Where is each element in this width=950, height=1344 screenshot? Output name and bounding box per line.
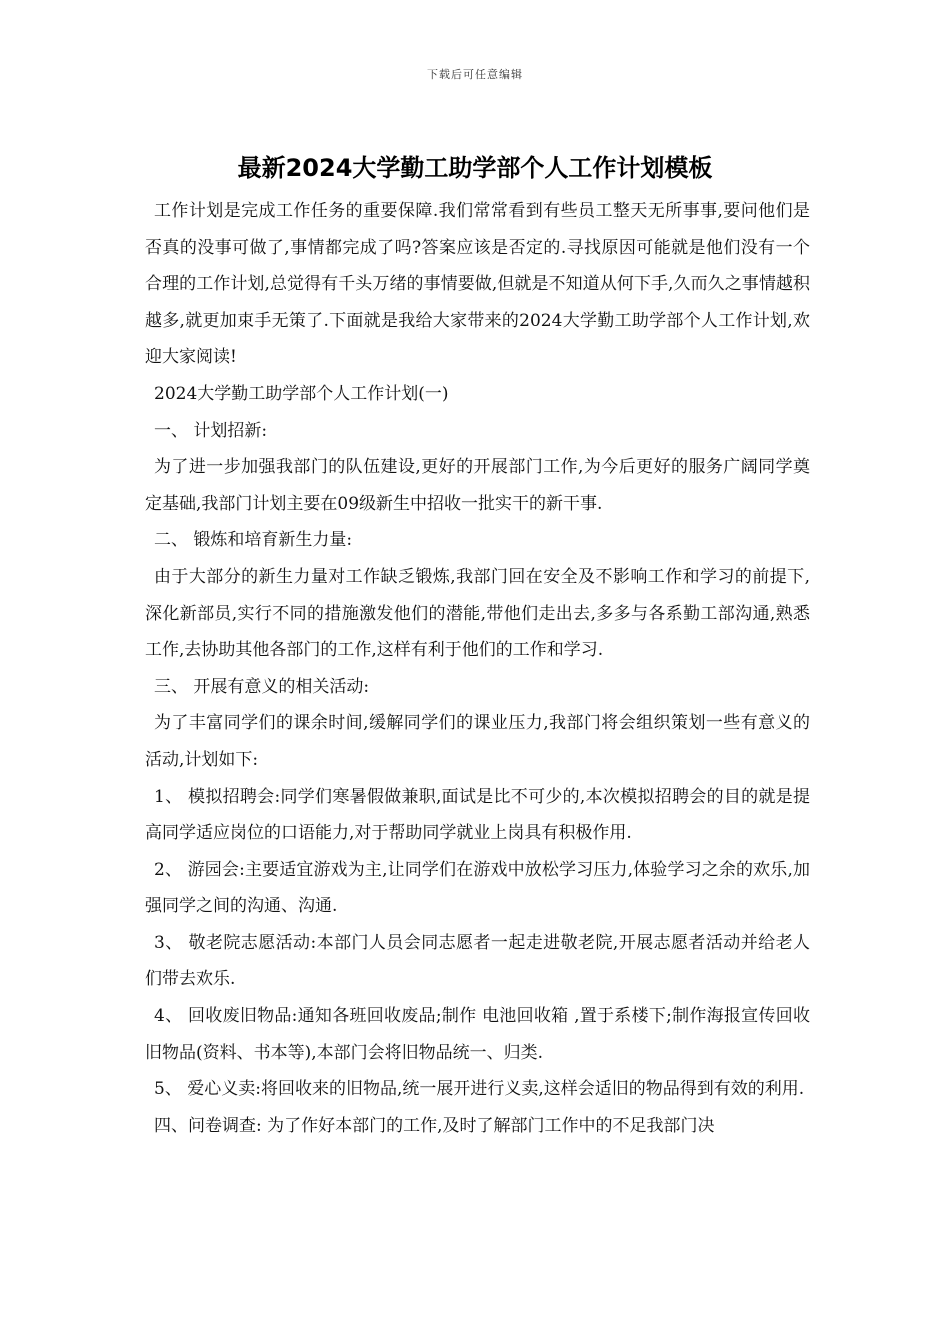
list-item-job-fair: 1、 模拟招聘会:同学们寒暑假做兼职,面试是比不可少的,本次模拟招聘会的目的就是提高同学适应岗位的口语能力,对于帮助同学就业上岗具有积极作用.	[145, 786, 810, 844]
section-heading-survey: 四、问卷调查: 为了作好本部门的工作,及时了解部门工作中的不足我部门决	[154, 1115, 715, 1136]
list-item-nursing-home: 3、 敬老院志愿活动:本部门人员会同志愿者一起走进敬老院,开展志愿者活动并给老人们带去欢乐.	[145, 932, 810, 990]
list-item-charity-sale: 5、 爱心义卖:将回收来的旧物品,统一展开进行义卖,这样会适旧的物品得到有效的利用.	[154, 1079, 805, 1100]
section-heading-recruitment: 一、 计划招新:	[154, 420, 268, 441]
header-note: 下载后可任意编辑	[427, 68, 523, 81]
section-heading-plan-one: 2024大学勤工助学部个人工作计划(一)	[154, 383, 449, 404]
document-title: 最新2024大学勤工助学部个人工作计划模板	[237, 154, 713, 182]
paragraph-activities: 为了丰富同学们的课余时间,缓解同学们的课业压力,我部门将会组织策划一些有意义的活动,计划如下:	[145, 713, 810, 770]
list-item-garden-party: 2、 游园会:主要适宜游戏为主,让同学们在游戏中放松学习压力,体验学习之余的欢乐,加强同学之间的沟通、沟通.	[145, 859, 810, 917]
paragraph-intro: 工作计划是完成工作任务的重要保障.我们常常看到有些员工整天无所事事,要问他们是否真的没事可做了,事情都完成了吗?答案应该是否定的.寻找原因可能就是他们没有一个合理的工作计划,总觉得有千头万绪的事情要做,但就是不知道从何下手,久而久之事情越积越多,就更加束手无策了.下面就是我给大家带来的2024大学勤工助学部个人工作计划,欢迎大家阅读!	[145, 201, 810, 368]
list-item-recycling: 4、 回收废旧物品:通知各班回收废品;制作 电池回收箱 ,置于系楼下;制作海报宣传回收旧物品(资料、书本等),本部门会将旧物品统一、归类.	[145, 1006, 810, 1063]
section-heading-training: 二、 锻炼和培育新生力量:	[154, 530, 353, 551]
document-body	[145, 193, 810, 1144]
section-heading-activities: 三、 开展有意义的相关活动:	[154, 676, 370, 697]
paragraph-recruitment: 为了进一步加强我部门的队伍建设,更好的开展部门工作,为今后更好的服务广阔同学奠定基础,我部门计划主要在09级新生中招收一批实干的新干事.	[145, 457, 810, 514]
paragraph-training: 由于大部分的新生力量对工作缺乏锻炼,我部门回在安全及不影响工作和学习的前提下,深化新部员,实行不同的措施激发他们的潜能,带他们走出去,多多与各系勤工部沟通,熟悉工作,去协助其他各部门的工作,这样有利于他们的工作和学习.	[145, 566, 810, 661]
